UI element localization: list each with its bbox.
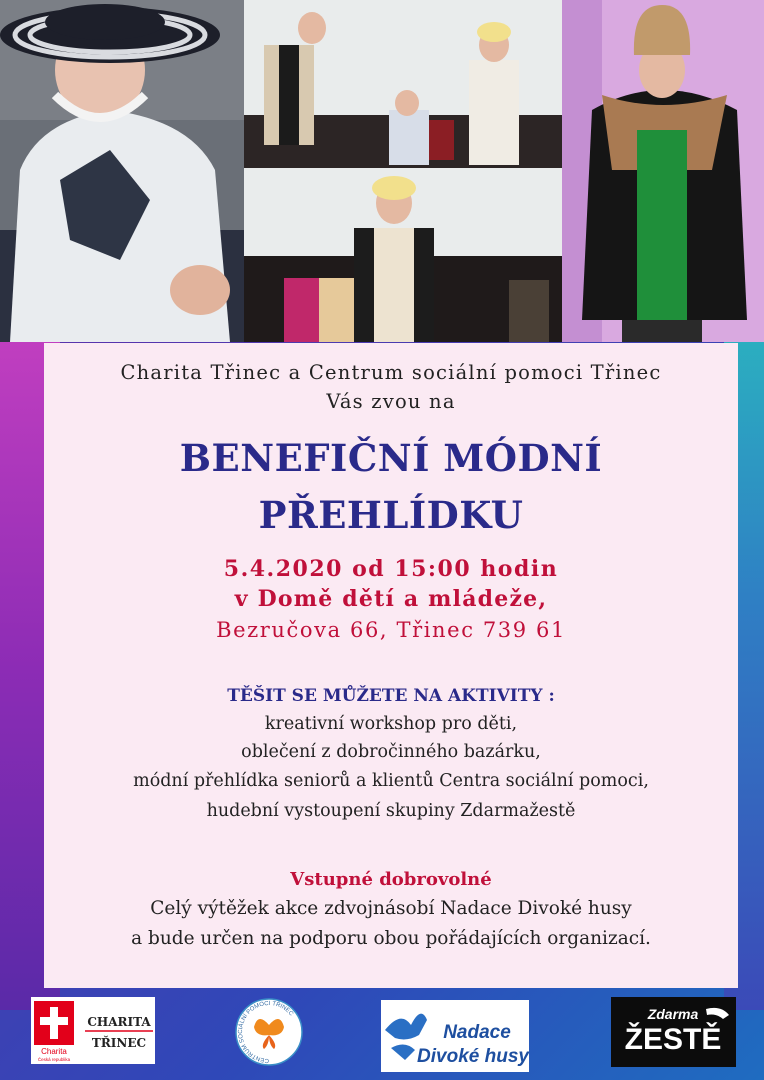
admission-text: Celý výtěžek akce zdvojnásobí Nadace Divoké husy [150,898,632,919]
event-title-line2: PŘEHLÍDKU [258,493,524,537]
charita-small-label: Charita [41,1047,67,1056]
band-name-main: ŽESTĚ [624,1023,722,1056]
activity-item: oblečení z dobročinného bazárku, [241,742,541,762]
event-venue: v Domě dětí a mládeže, [234,586,548,612]
charita-name-line2: TŘINEC [91,1036,147,1050]
nadace-line1: Nadace [443,1022,511,1043]
invitation-panel [44,343,738,988]
invite-line: Vás zvou na [326,390,456,413]
photo-woman-lace-jacket [244,168,562,342]
activities-heading: TĚŠIT SE MŮŽETE NA AKTIVITY : [227,686,555,706]
host-organizations: Charita Třinec a Centrum sociální pomoci Třinec [120,361,662,384]
photo-couple-with-child [244,0,562,168]
event-title-line1: BENEFIČNÍ MÓDNÍ [179,436,603,480]
csp-ring-text: CENTRUM SOCIÁLNÍ POMOCI TŘINEC [238,1000,294,1064]
photo-woman-fur-hat [562,0,764,342]
event-date: 5.4.2020 od 15:00 hodin [223,556,559,582]
admission-text: a bude určen na podporu obou pořádajících organizací. [131,928,651,949]
csp-trinec-logo [228,997,310,1069]
event-address: Bezručova 66, Třinec 739 61 [216,618,566,642]
activity-item: módní přehlídka seniorů a klientů Centra sociální pomoci, [133,771,649,791]
charita-name-line1: CHARITA [87,1015,151,1029]
nadace-line2: Divoké husy [417,1046,529,1067]
band-name-top: Zdarma [647,1006,699,1022]
charita-country-label: Česká republika [37,1057,71,1062]
activity-item: hudební vystoupení skupiny Zdarmažestě [206,801,576,821]
nadace-divoke-husy-logo [381,1000,529,1072]
zdarma-zeste-logo [611,997,736,1067]
photo-woman-striped-hat [0,0,244,342]
charita-trinec-logo [31,997,155,1064]
admission-heading: Vstupné dobrovolné [290,869,492,890]
activity-item: kreativní workshop pro děti, [264,714,518,734]
